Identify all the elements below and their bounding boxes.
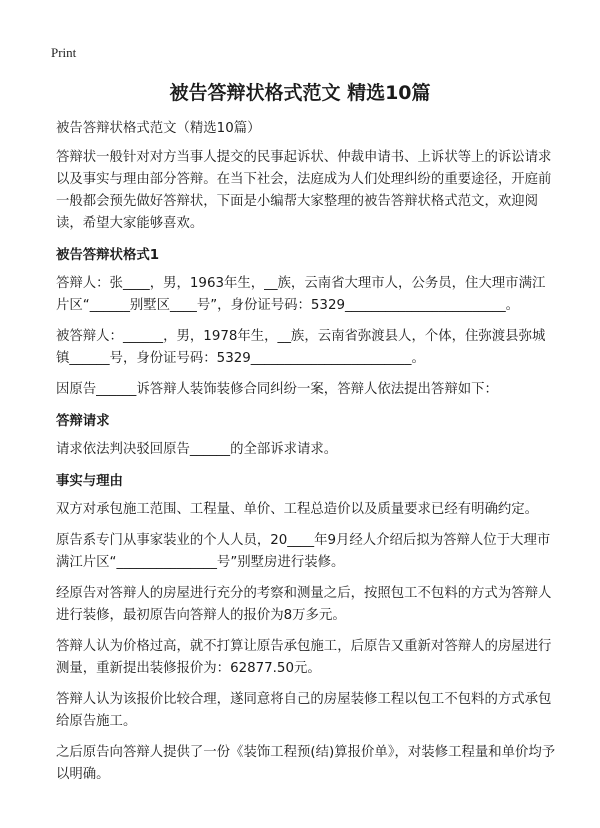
intro-paragraph: 答辩状一般针对对方当事人提交的民事起诉状、仲裁申请书、上诉状等上的诉讼请求以及事实与理由部分答辩。在当下社会，法庭成为人们处理纠纷的重要途径，开庭前一般都会预先做好答辩状，下面是小编帮大家整理的被告答辩状格式范文，欢迎阅读，希望大家能够喜欢。 (56, 150, 552, 231)
request-heading: 答辩请求 (56, 414, 110, 429)
facts-paragraph: 答辩人认为该报价比较合理，遂同意将自己的房屋装修工程以包工不包料的方式承包给原告施工。 (56, 692, 552, 729)
facts-paragraph: 答辩人认为价格过高，就不打算让原告承包施工，后原告又重新对答辩人的房屋进行测量，重新提出装修报价为：62877.50元。 (56, 639, 552, 676)
request-paragraph: 请求依法判决驳回原告______的全部诉求请求。 (56, 442, 338, 457)
facts-paragraph: 之后原告向答辩人提供了一份《装饰工程预(结)算报价单》，对装修工程量和单价均予以明确。 (56, 745, 556, 782)
document-subtitle: 被告答辩状格式范文（精选10篇） (56, 121, 261, 136)
print-link[interactable]: Print (51, 45, 77, 60)
facts-paragraph: 双方对承包施工范围、工程量、单价、工程总造价以及质量要求已经有明确约定。 (56, 502, 539, 517)
facts-heading: 事实与理由 (56, 474, 123, 489)
plaintiff-paragraph: 被答辩人：______，男，1978年生，__族，云南省弥渡县人，个体，住弥渡县弥城镇______号，身份证号码：5329________________________。 (56, 329, 546, 366)
facts-paragraph: 原告系专门从事家装业的个人人员，20____年9月经人介绍后拟为答辩人位于大理市满江片区“_______________号”别墅房进行装修。 (56, 533, 551, 570)
page-title: 被告答辩状格式范文 精选10篇 (169, 82, 431, 104)
facts-paragraph: 经原告对答辩人的房屋进行充分的考察和测量之后，按照包工不包料的方式为答辩人进行装修，最初原告向答辩人的报价为8万多元。 (56, 586, 552, 623)
cause-paragraph: 因原告______诉答辩人装饰装修合同纠纷一案，答辩人依法提出答辩如下： (56, 382, 498, 397)
document-body (56, 118, 556, 795)
respondent-paragraph: 答辩人：张____，男，1963年生，__族，云南省大理市人，公务员，住大理市满江片区“______别墅区____号”，身份证号码：5329________________________。 (56, 276, 546, 313)
section-heading: 被告答辩状格式1 (56, 248, 160, 263)
